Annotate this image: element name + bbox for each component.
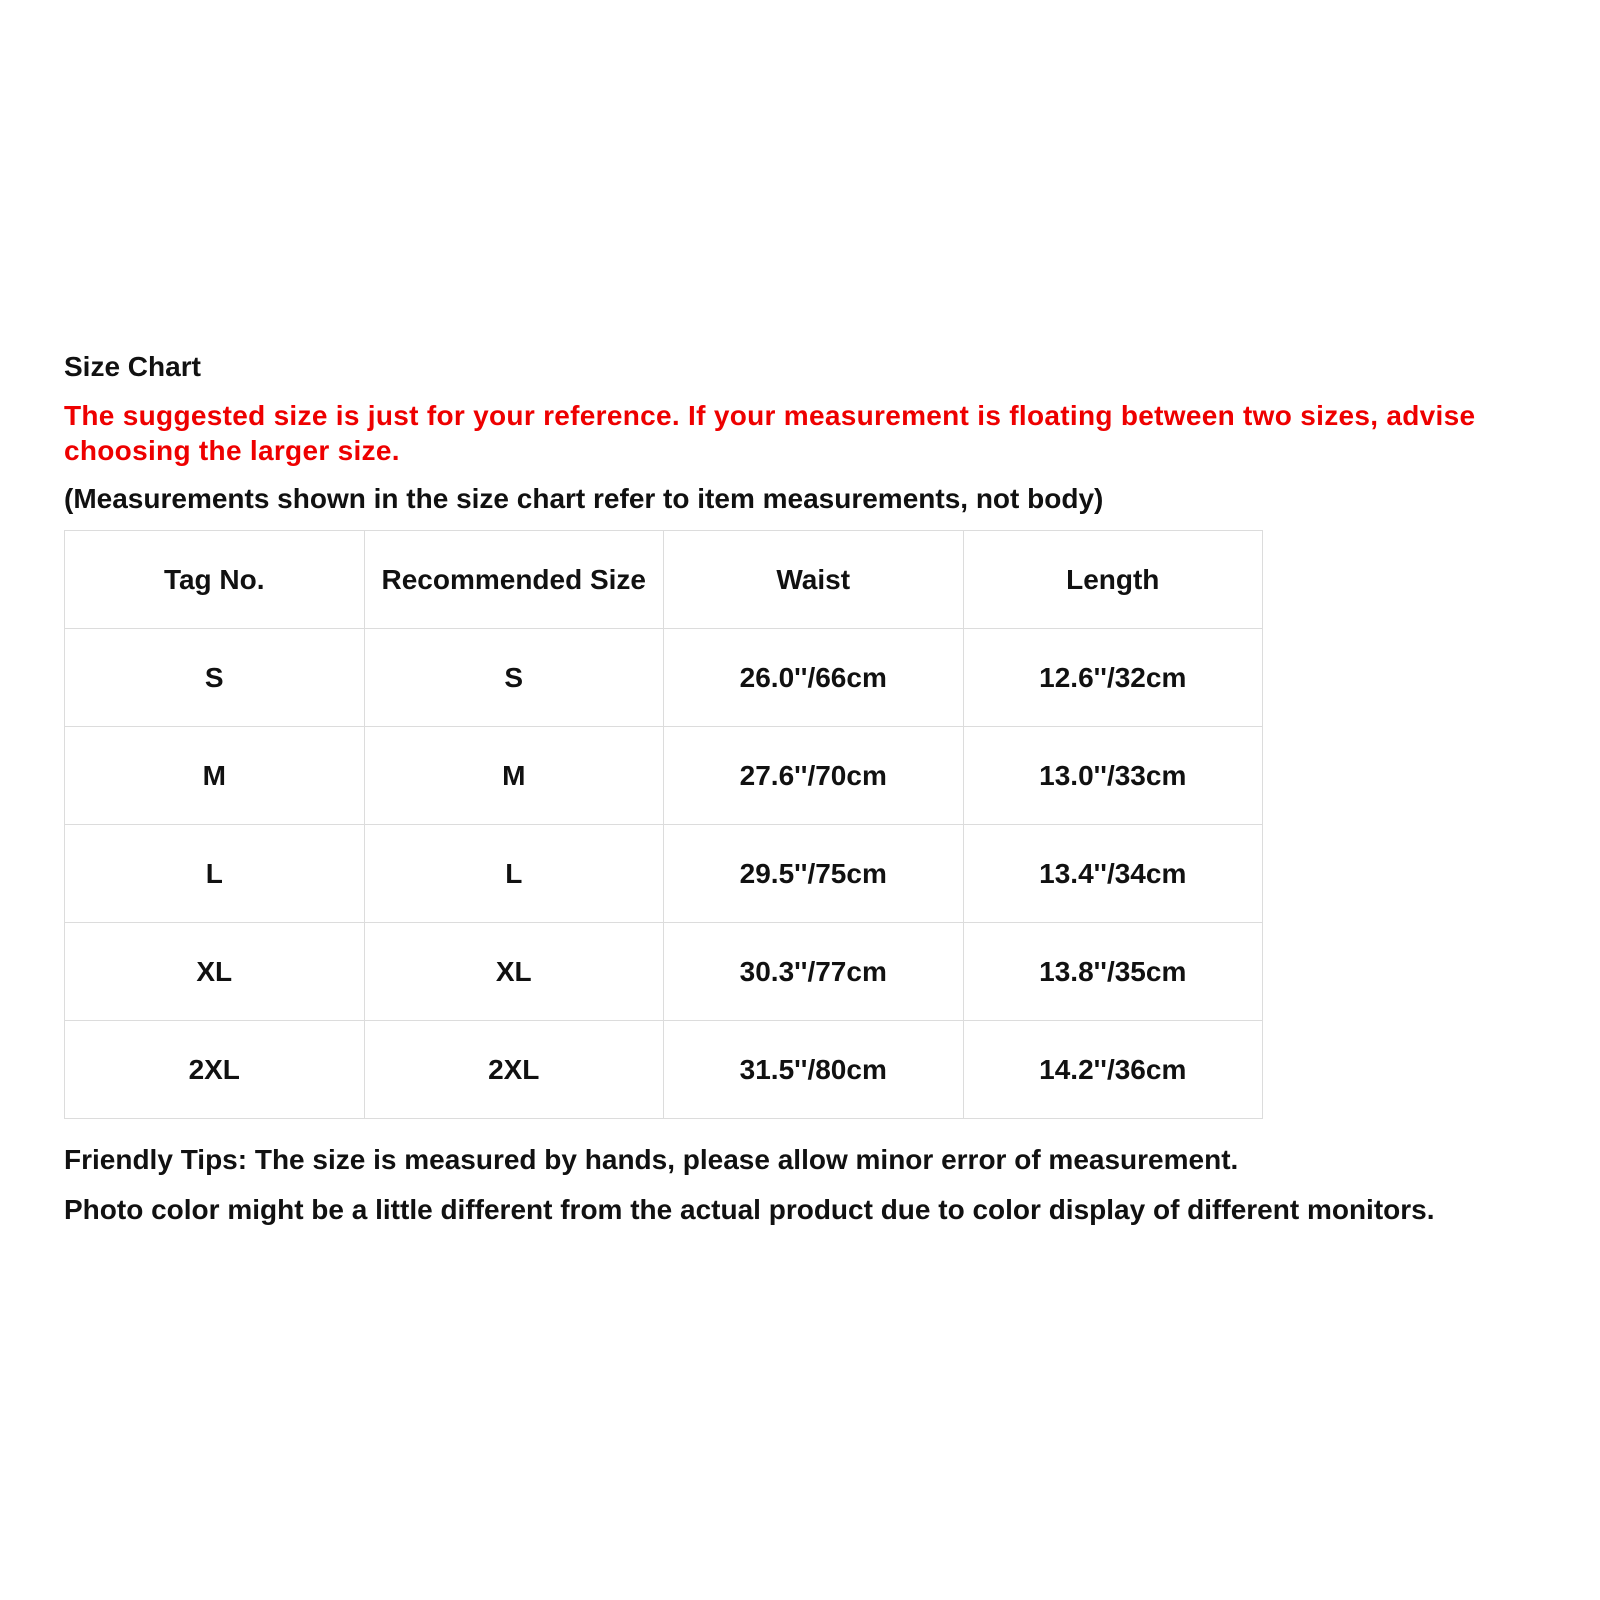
table-row <box>65 1021 1263 1119</box>
cell-tag-no: L <box>65 825 365 923</box>
cell-recommended-size: XL <box>364 923 664 1021</box>
size-chart-section <box>64 350 1564 1243</box>
cell-waist: 31.5''/80cm <box>664 1021 964 1119</box>
cell-waist: 26.0''/66cm <box>664 629 964 727</box>
cell-tag-no: M <box>65 727 365 825</box>
size-suggestion-warning: The suggested size is just for your reference. If your measurement is floating between two sizes, advise choosing the larger size. <box>64 400 1476 466</box>
friendly-tips <box>64 1143 1564 1227</box>
cell-tag-no: XL <box>65 923 365 1021</box>
cell-length: 13.8''/35cm <box>963 923 1263 1021</box>
tip-measurement-error: Friendly Tips: The size is measured by hands, please allow minor error of measurement. <box>64 1144 1239 1175</box>
table-row <box>65 923 1263 1021</box>
cell-length: 12.6''/32cm <box>963 629 1263 727</box>
page-title: Size Chart <box>64 351 201 382</box>
header-waist: Waist <box>664 531 964 629</box>
cell-waist: 30.3''/77cm <box>664 923 964 1021</box>
cell-recommended-size: 2XL <box>364 1021 664 1119</box>
cell-tag-no: S <box>65 629 365 727</box>
header-recommended-size: Recommended Size <box>364 531 664 629</box>
cell-tag-no: 2XL <box>65 1021 365 1119</box>
table-row <box>65 629 1263 727</box>
measurement-note: (Measurements shown in the size chart refer to item measurements, not body) <box>64 483 1104 514</box>
tip-photo-color: Photo color might be a little different from the actual product due to color display of different monitors. <box>64 1194 1435 1225</box>
cell-waist: 27.6''/70cm <box>664 727 964 825</box>
cell-length: 14.2''/36cm <box>963 1021 1263 1119</box>
table-row <box>65 825 1263 923</box>
header-length: Length <box>963 531 1263 629</box>
cell-length: 13.0''/33cm <box>963 727 1263 825</box>
table-header-row <box>65 531 1263 629</box>
cell-recommended-size: M <box>364 727 664 825</box>
table-row <box>65 727 1263 825</box>
cell-length: 13.4''/34cm <box>963 825 1263 923</box>
cell-waist: 29.5''/75cm <box>664 825 964 923</box>
cell-recommended-size: S <box>364 629 664 727</box>
cell-recommended-size: L <box>364 825 664 923</box>
size-table <box>64 530 1263 1119</box>
header-tag-no: Tag No. <box>65 531 365 629</box>
